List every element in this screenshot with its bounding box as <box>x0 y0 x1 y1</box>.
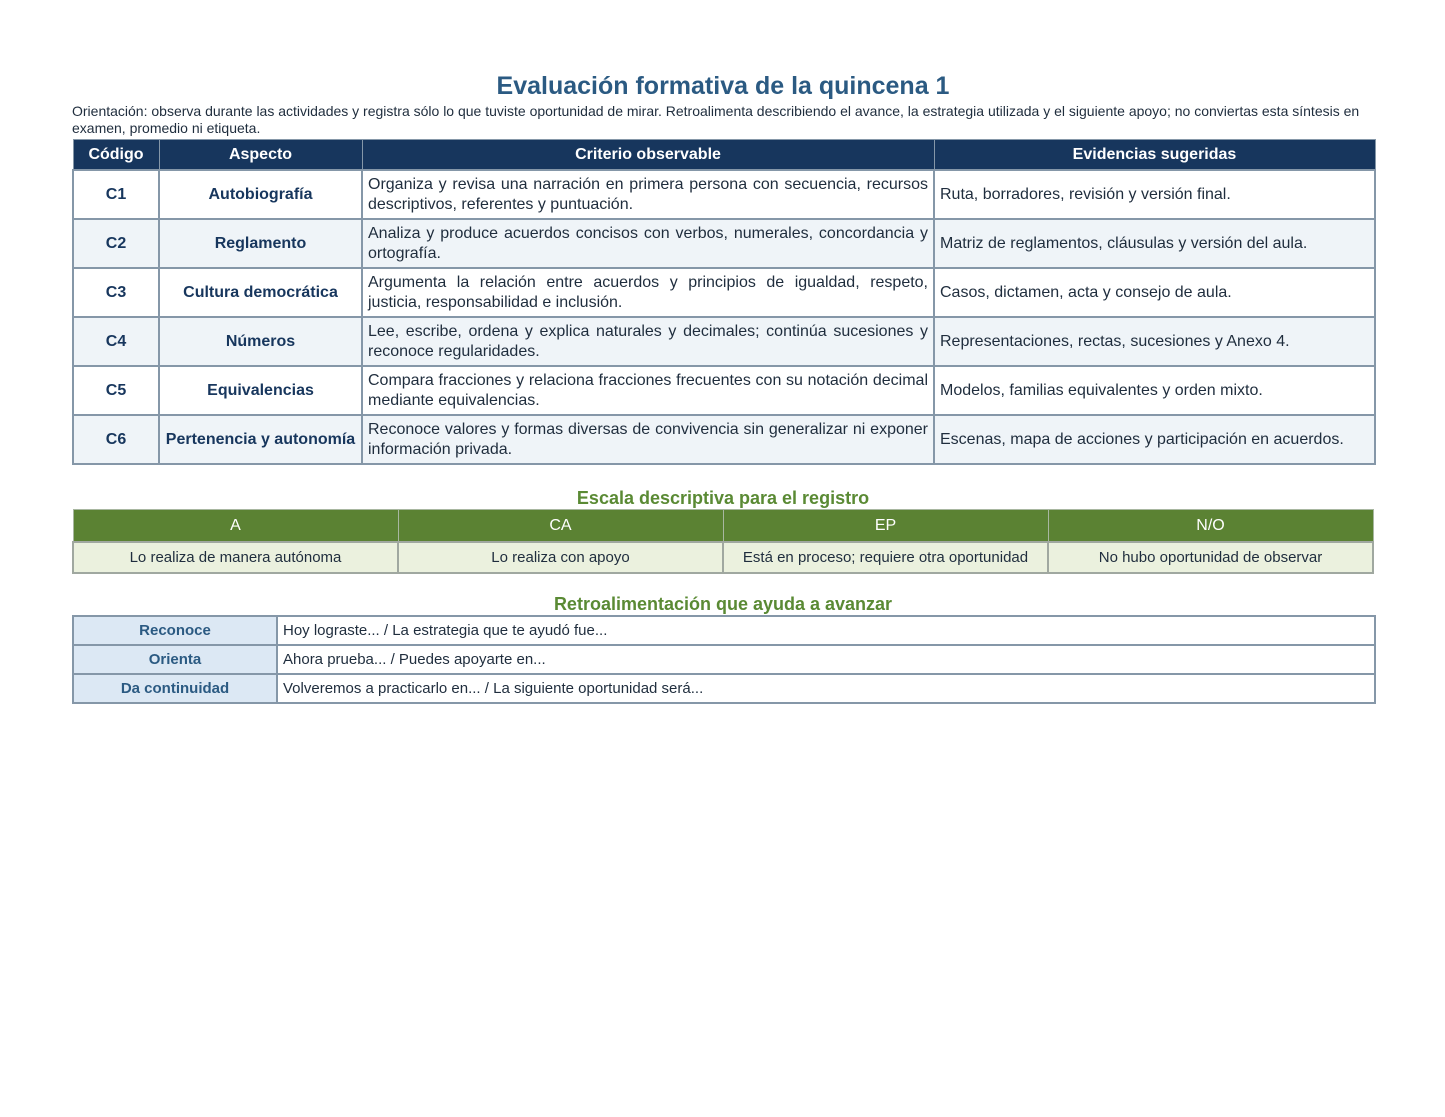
row-code: C3 <box>73 268 159 317</box>
row-criterion: Compara fracciones y relaciona fracciones frecuentes con su notación decimal mediante equivalencias. <box>362 366 934 415</box>
table-row <box>73 170 1375 219</box>
row-criterion: Reconoce valores y formas diversas de convivencia sin generalizar ni exponer información privada. <box>362 415 934 464</box>
header-aspecto: Aspecto <box>159 140 362 171</box>
page-title: Evaluación formativa de la quincena 1 <box>496 72 950 100</box>
feedback-text: Ahora prueba... / Puedes apoyarte en... <box>277 645 1375 674</box>
scale-header-a: A <box>73 510 398 543</box>
table-row <box>73 317 1375 366</box>
feedback-label: Orienta <box>73 645 277 674</box>
feedback-label: Da continuidad <box>73 674 277 703</box>
row-evidence: Modelos, familias equivalentes y orden mixto. <box>934 366 1375 415</box>
row-criterion: Lee, escribe, ordena y explica naturales y decimales; continúa sucesiones y reconoce regularidades. <box>362 317 934 366</box>
feedback-table <box>72 615 1376 704</box>
header-evidencias: Evidencias sugeridas <box>934 140 1375 171</box>
row-evidence: Escenas, mapa de acciones y participación en acuerdos. <box>934 415 1375 464</box>
orientation-text: Orientación: observa durante las actividades y registra sólo lo que tuviste oportunidad de mirar. Retroalimenta describiendo el avance, la estrategia utilizada y el siguiente apoyo; no conviertas esta síntesis en examen, promedio ni etiqueta. <box>72 103 1360 136</box>
scale-header-no: N/O <box>1048 510 1373 543</box>
table-row <box>73 219 1375 268</box>
scale-description: Lo realiza de manera autónoma <box>73 542 398 573</box>
row-criterion: Organiza y revisa una narración en primera persona con secuencia, recursos descriptivos, referentes y puntuación. <box>362 170 934 219</box>
row-evidence: Casos, dictamen, acta y consejo de aula. <box>934 268 1375 317</box>
scale-header-ep: EP <box>723 510 1048 543</box>
row-code: C5 <box>73 366 159 415</box>
header-criterio: Criterio observable <box>362 140 934 171</box>
feedback-row <box>73 645 1375 674</box>
row-aspect: Reglamento <box>159 219 362 268</box>
feedback-row <box>73 674 1375 703</box>
scale-table <box>72 509 1374 574</box>
row-evidence: Matriz de reglamentos, cláusulas y versión del aula. <box>934 219 1375 268</box>
scale-header-ca: CA <box>398 510 723 543</box>
feedback-text: Volveremos a practicarlo en... / La siguiente oportunidad será... <box>277 674 1375 703</box>
scale-description-row <box>73 542 1373 573</box>
scale-description: Está en proceso; requiere otra oportunidad <box>723 542 1048 573</box>
row-evidence: Ruta, borradores, revisión y versión final. <box>934 170 1375 219</box>
row-aspect: Equivalencias <box>159 366 362 415</box>
document-body <box>72 70 1374 704</box>
scale-description: No hubo oportunidad de observar <box>1048 542 1373 573</box>
feedback-text: Hoy lograste... / La estrategia que te ayudó fue... <box>277 616 1375 645</box>
scale-header-row <box>73 510 1373 543</box>
header-codigo: Código <box>73 140 159 171</box>
scale-title: Escala descriptiva para el registro <box>576 488 870 508</box>
table-row <box>73 366 1375 415</box>
feedback-title: Retroalimentación que ayuda a avanzar <box>553 594 893 614</box>
feedback-label: Reconoce <box>73 616 277 645</box>
row-evidence: Representaciones, rectas, sucesiones y Anexo 4. <box>934 317 1375 366</box>
criteria-header-row <box>73 140 1375 171</box>
row-code: C6 <box>73 415 159 464</box>
feedback-row <box>73 616 1375 645</box>
row-code: C4 <box>73 317 159 366</box>
row-criterion: Analiza y produce acuerdos concisos con verbos, numerales, concordancia y ortografía. <box>362 219 934 268</box>
row-code: C1 <box>73 170 159 219</box>
row-code: C2 <box>73 219 159 268</box>
table-row <box>73 268 1375 317</box>
row-aspect: Números <box>159 317 362 366</box>
row-aspect: Autobiografía <box>159 170 362 219</box>
row-aspect: Pertenencia y autonomía <box>159 415 362 464</box>
scale-description: Lo realiza con apoyo <box>398 542 723 573</box>
table-row <box>73 415 1375 464</box>
row-criterion: Argumenta la relación entre acuerdos y principios de igualdad, respeto, justicia, responsabilidad e inclusión. <box>362 268 934 317</box>
row-aspect: Cultura democrática <box>159 268 362 317</box>
criteria-table <box>72 139 1376 465</box>
